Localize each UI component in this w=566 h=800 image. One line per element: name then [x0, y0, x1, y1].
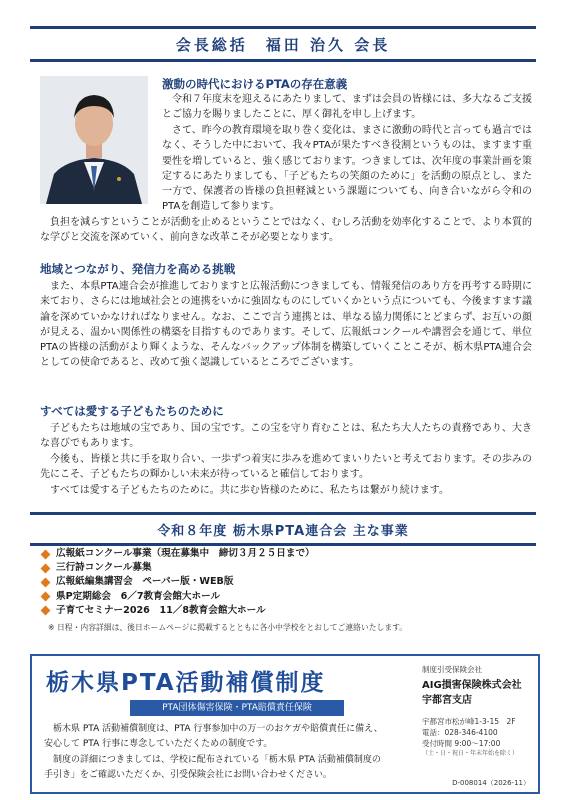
insurer-phone: 電話：028-346-4100 [422, 728, 498, 737]
diamond-bullet-icon [41, 578, 51, 588]
section1-heading: 激動の時代におけるPTAの存在意義 [162, 77, 348, 91]
event-item: 広報紙編集講習会 ペーパー版・WEB版 [40, 575, 315, 589]
header-band [30, 26, 536, 62]
insurer-info [422, 664, 534, 758]
insurance-body-1: 栃木県 PTA 活動補償制度は、PTA 行事参加中の万一のおケガや賠償責任に備え、 安心して PTA 行事に専念していただくための制度です。 [44, 724, 383, 749]
insurer-label: 制度引受保険会社 [422, 665, 482, 674]
diamond-bullet-icon [41, 592, 51, 602]
insurer-hours: 受付時間 9:00～17:00 [422, 739, 501, 748]
insurer-company: AIG損害保険株式会社 [422, 680, 522, 691]
event-item: 広報紙コンクール事業（現在募集中 締切３月２５日まで） [40, 547, 315, 561]
event-item: 県P定期総会 6／7教育会館大ホール [40, 590, 315, 604]
insurer-hours-note: （土・日・祝日・年末年始を除く） [422, 750, 519, 757]
section3-paragraph-3: すべては愛する子どもたちのために。共に歩む皆様のために、私たちは繋がり続けます。 [50, 485, 449, 496]
section3-heading: すべては愛する子どもたちのために [40, 404, 224, 418]
diamond-bullet-icon [41, 606, 51, 616]
insurer-branch: 宇都宮支店 [422, 695, 472, 706]
insurance-box [30, 654, 540, 794]
president-portrait [40, 76, 148, 204]
section3-paragraph-2: 今後も、皆様と共に手を取り合い、一歩ずつ着実に歩みを進めてまいりたいと考えております。その歩みの先にこそ、子どもたちの輝かしい未来が待っていると確信しております。 [40, 454, 532, 481]
page-title: 会長総括 福田 治久 会長 [175, 35, 391, 54]
section1-paragraph-1: 令和７年度末を迎えるにあたりまして、まずは会員の皆様には、多大なるご支援とご協力を賜りましたことに、厚く御礼を申し上げます。 [162, 94, 532, 121]
insurance-body-2: 制度の詳細につきましては、学校に配布されている「栃木県 PTA 活動補償制度の 手引き」をご確認いただくか、引受保険会社にお問い合わせください。 [44, 755, 381, 780]
events-band [30, 512, 536, 546]
event-item: 子育てセミナー2026 11／8教育会館大ホール [40, 604, 315, 618]
event-item: 三行詩コンクール募集 [40, 561, 315, 575]
insurance-title: 栃木県PTA活動補償制度 [46, 670, 326, 696]
events-note: ※ 日程・内容詳細は、後日ホームページに掲載するとともに各小中学校をとおしてご連絡いたします。 [48, 623, 408, 632]
section3-paragraph-1: 子どもたちは地域の宝であり、国の宝です。この宝を守り育むことは、私たち大人たちの責務であり、大きな喜びでもあります。 [40, 423, 532, 450]
section2-paragraph-1: また、本県PTA連合会が推進しておりますと広報活動につきましても、情報発信のあり方を再考する時期に来ており、さらには地域社会との連携をいかに強固なものにしていくかという点についても、今後ますます議論を深めていかなければなりません。なお、ここで言う連携とは、単なる協力関係にとどまらず、お互いの顔が見える、温かい関係性の構築を目指すものであります。そして、広報紙コンクールや講習会を通じて、単位PTAの皆様の活動がより輝くような、そんなバックアップ体制を構築していくことこそが、栃木県PTA連合会としての使命であると、改めて強く認識しているところでございます。 [40, 281, 532, 369]
section1-paragraph-2: さて、昨今の教育環境を取り巻く変化は、まさに激動の時代と言っても過言ではなく、そうした中において、我々PTAが果たすべき役割というものは、ますます重要性を増していると、強く感じております。つきましては、次年度の事業計画を策定するにあたりましても、「子どもたちの笑顔のために」を活動の原点とし、また一方で、保護者の皆様の負担軽減という課題についても、向き合いながら令和のPTAを創造して参ります。 [162, 125, 532, 213]
insurance-subtitle: PTA団体傷害保険・PTA賠償責任保険 [130, 700, 344, 716]
document-number: D-008014（2026-11） [452, 779, 530, 787]
insurer-address: 宇都宮市松が峰1-3-15 2F [422, 717, 516, 726]
events-title: 令和８年度 栃木県PTA連合会 主な事業 [157, 523, 409, 539]
section2-heading: 地域とつながり、発信力を高める挑戦 [40, 262, 236, 276]
portrait-image [40, 76, 148, 204]
diamond-bullet-icon [41, 563, 51, 573]
diamond-bullet-icon [41, 549, 51, 559]
section1-paragraph-3: 負担を減らすということが活動を止めるということではなく、むしろ活動を効率化することで、より本質的な学びと交流を深めていく、前向きな改革こそが必要となります。 [40, 217, 532, 244]
events-list [40, 547, 315, 618]
